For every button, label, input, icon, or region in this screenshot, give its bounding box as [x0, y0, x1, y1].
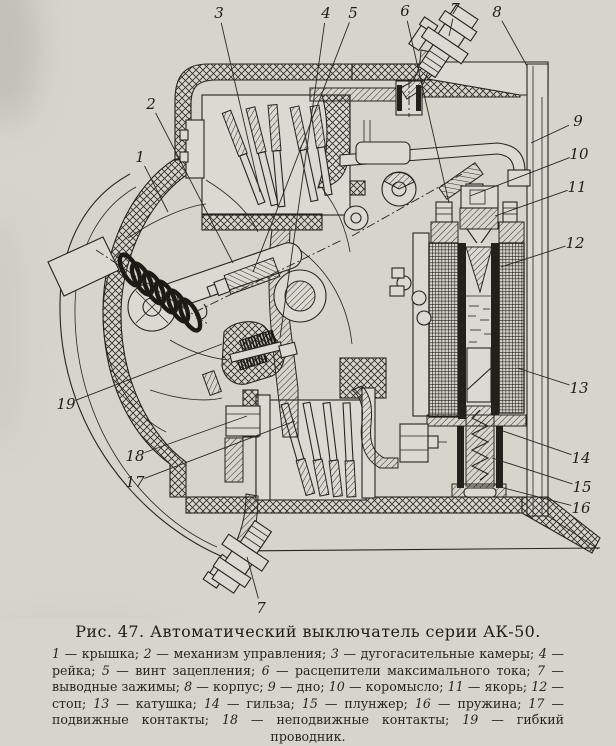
- callout-number: 16: [571, 499, 591, 517]
- coil: [429, 243, 458, 417]
- legend-item: 4 — рейка;: [52, 646, 565, 678]
- legend-item: 17 — подвижные контакты;: [52, 695, 564, 728]
- legend-item: 6 — расцепители максимального тока;: [261, 662, 537, 678]
- callout-number: 6: [400, 2, 410, 20]
- callout-number: 3: [214, 4, 224, 22]
- armature: [460, 208, 498, 229]
- back-plate: [527, 64, 548, 516]
- callout-number: 19: [56, 395, 76, 413]
- leader-line: [75, 344, 222, 400]
- figure-caption-title: Рис. 47. Автоматический выключатель серии АК-50.: [75, 622, 541, 641]
- legend-item: 5 — винт зацепления;: [101, 662, 262, 678]
- legend-item: 14 — гильза;: [203, 695, 302, 711]
- callout-number: 12: [565, 234, 585, 252]
- legend-item: 15 — плунжер;: [301, 695, 415, 711]
- legend-item: 10 — коромысло;: [328, 679, 448, 695]
- callout-number: 11: [567, 178, 587, 196]
- legend-item: 7 — выводные зажимы;: [52, 662, 564, 695]
- callout-number: 14: [571, 449, 591, 467]
- legend-item: 19 — гибкий проводник.: [270, 712, 564, 745]
- sleeve: [496, 426, 503, 488]
- sleeve: [457, 426, 464, 488]
- callout-number: 13: [569, 379, 589, 397]
- legend-item: 18 — неподвижные контакты;: [221, 712, 463, 728]
- figure-caption: [0, 618, 616, 746]
- callout-number: 8: [492, 3, 502, 21]
- callout-number: 1: [135, 148, 145, 166]
- rocker-assembly: [340, 120, 530, 236]
- coil: [499, 243, 524, 413]
- callout-number: 2: [146, 95, 156, 113]
- legend-item: 1 — крышка;: [52, 646, 144, 661]
- callout-number: 4: [321, 4, 331, 22]
- callout-number: 7: [450, 0, 460, 18]
- callout-number: 7: [256, 599, 266, 617]
- legend-item: 2 — механизм управления;: [143, 646, 331, 661]
- legend-item: 12 — стоп;: [52, 679, 564, 711]
- fixed-contact-block: [226, 406, 260, 436]
- callout-number: 17: [125, 473, 145, 491]
- legend-item: 13 — катушка;: [93, 695, 204, 711]
- figure-legend: [52, 646, 564, 746]
- legend-item: 16 — пружина;: [414, 695, 529, 711]
- legend-item: 8 — корпус;: [184, 679, 268, 695]
- legend-item: 3 — дугогасительные камеры;: [330, 646, 539, 661]
- callout-number: 9: [573, 112, 583, 130]
- callout-number: 5: [348, 4, 358, 22]
- callout-number: 10: [569, 145, 589, 163]
- legend-item: 11 — якорь;: [447, 679, 532, 695]
- legend-item: 9 — дно;: [267, 679, 329, 695]
- callout-number: 15: [572, 478, 592, 496]
- callout-number: 18: [125, 447, 145, 465]
- breaker-cross-section: [48, 0, 600, 599]
- bottom-outline: [232, 548, 600, 551]
- leader-line: [502, 21, 527, 66]
